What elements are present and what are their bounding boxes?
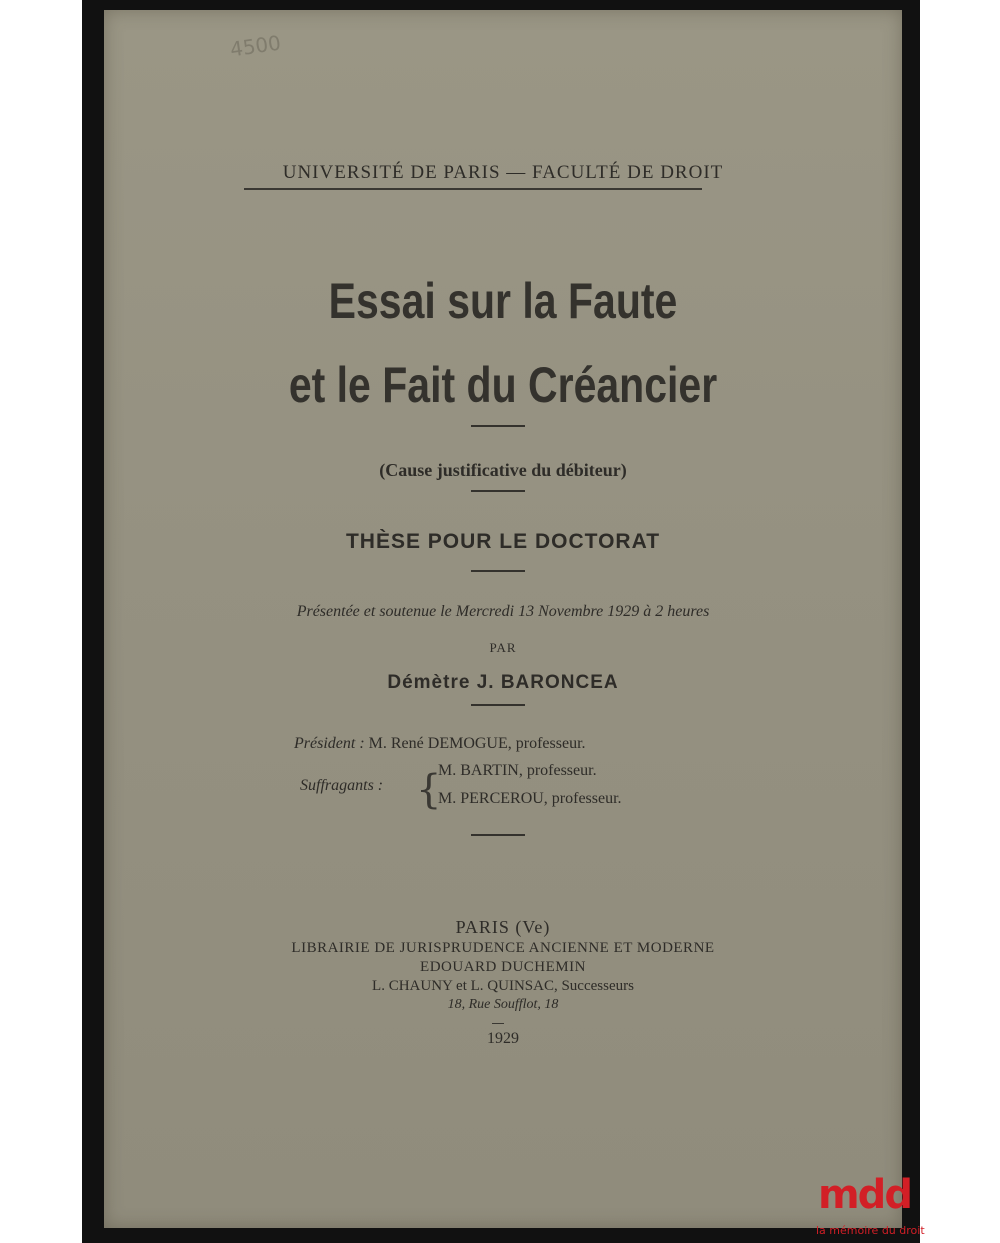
- publication-year: 1929: [487, 1030, 519, 1047]
- logo-caption: la mémoire du droit: [816, 1224, 925, 1237]
- president-name: M. René DEMOGUE, professeur.: [368, 735, 586, 752]
- author-name: Démètre J. BARONCEA: [387, 672, 619, 693]
- book-cover: [104, 10, 902, 1228]
- header-rule: [244, 188, 702, 190]
- publisher-name: LIBRAIRIE DE JURISPRUDENCE ANCIENNE ET MODERNE: [291, 940, 715, 956]
- suffragant-1: M. BARTIN, professeur.: [438, 762, 597, 779]
- logo-letters: mdd: [818, 1172, 911, 1218]
- publisher-successors: L. CHAUNY et L. QUINSAC, Successeurs: [372, 978, 634, 994]
- year-rule: [492, 1023, 504, 1024]
- thesis-type: THÈSE POUR LE DOCTORAT: [345, 530, 661, 553]
- divider-rule: [471, 834, 525, 836]
- divider-rule: [471, 425, 525, 427]
- subtitle: (Cause justificative du débiteur): [379, 460, 627, 480]
- publisher-founder: EDOUARD DUCHEMIN: [420, 959, 586, 975]
- publisher-address: 18, Rue Soufflot, 18: [447, 997, 559, 1012]
- divider-rule: [471, 490, 525, 492]
- title-line-1: Essai sur la Faute: [328, 273, 678, 329]
- publisher-city: PARIS (Ve): [455, 917, 551, 937]
- presentation-date: Présentée et soutenue le Mercredi 13 Novembre 1929 à 2 heures: [296, 603, 710, 620]
- divider-rule: [471, 570, 525, 572]
- mdd-logo: [812, 1172, 925, 1242]
- suffragants-label: Suffragants :: [300, 777, 384, 794]
- divider-rule: [471, 704, 525, 706]
- university-header: UNIVERSITÉ DE PARIS — FACULTÉ DE DROIT: [282, 162, 724, 183]
- jury-president: [294, 735, 586, 753]
- by-label: PAR: [489, 640, 517, 655]
- brace-glyph: {: [416, 767, 442, 813]
- title-line-2: et le Fait du Créancier: [288, 357, 718, 413]
- pencil-note: 4500: [228, 30, 283, 62]
- president-label: Président :: [294, 735, 365, 752]
- suffragant-2: M. PERCEROU, professeur.: [438, 790, 622, 807]
